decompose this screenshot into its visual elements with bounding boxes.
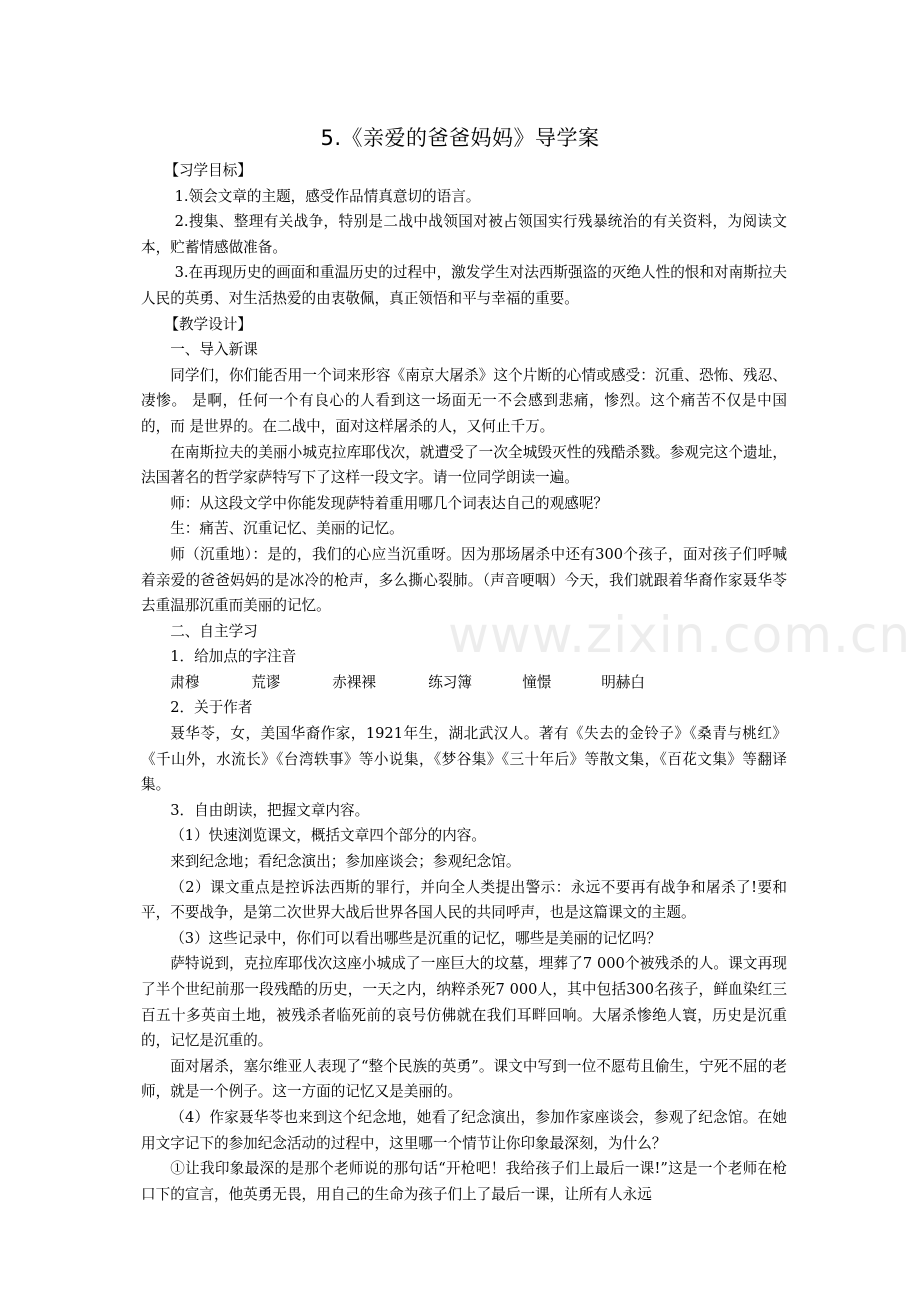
- vocab-word: 练习簿: [428, 673, 472, 691]
- task-heading: 2．关于作者: [170, 699, 253, 717]
- objective-3: 3.在再现历史的画面和重温历史的过程中，激发学生对法西斯强盗的灭绝人性的恨和对南斯拉夫人民的英勇、对生活热爱的由衷敬佩，真正领悟和平与幸福的重要。: [141, 264, 787, 307]
- paragraph: （1）快速浏览课文，概括文章四个部分的内容。: [170, 827, 486, 845]
- vocab-word: 肃穆: [170, 673, 200, 691]
- document-body: [141, 158, 787, 1207]
- objective-2: 2.搜集、整理有关战争，特别是二战中战领国对被占领国实行残暴统治的有关资料，为阅读文本，贮蓄情感做准备。: [141, 213, 787, 256]
- section-heading: 【习学目标】: [164, 162, 252, 179]
- paragraph: 聂华苓，女，美国华裔作家，1921年生，湖北武汉人。著有《失去的金铃子》《桑青与桃红》《千山外，水流长》《台湾轶事》等小说集，《梦谷集》《三十年后》等散文集，《百花文集》等翻译集。: [141, 725, 787, 794]
- paragraph: 师（沉重地）：是的，我们的心应当沉重呀。因为那场屠杀中还有300个孩子，面对孩子们呼喊着亲爱的爸爸妈妈的是冰冷的枪声，多么撕心裂肺。（声音哽咽）今天，我们就跟着华裔作家聂华苓去重温那沉重而美丽的记忆。: [141, 545, 787, 615]
- paragraph: （4）作家聂华苓也来到这个纪念地，她看了纪念演出，参加作家座谈会，参观了纪念馆。在她用文字记下的参加纪念活动的过程中，这里哪一个情节让你印象最深刻，为什么？: [141, 1108, 787, 1152]
- paragraph: （2）课文重点是控诉法西斯的罪行，并向全人类提出警示：永远不要再有战争和屠杀了!要和平，不要战争，是第二次世界大战后世界各国人民的共同呼声，也是这篇课文的主题。: [141, 878, 787, 922]
- paragraph: 同学们，你们能否用一个词来形容《南京大屠杀》这个片断的心情或感受：沉重、恐怖、残忍、凄惨。 是啊，任何一个有良心的人看到这一场面无一不会感到悲痛，惨烈。这个痛苦不仅是中国的，而 是世界的。在二战中，面对这样屠杀的人，又何止千万。: [141, 366, 787, 435]
- vocab-word: 荒谬: [251, 673, 281, 691]
- paragraph: 萨特说到，克拉库耶伐次这座小城成了一座巨大的坟墓，埋葬了7 000个被残杀的人。课文再现了半个世纪前那一段残酷的历史，一天之内，纳粹杀死7 000人，其中包括300名孩子，鲜血染红三百五十多英亩土地，被残杀者临死前的哀号仿佛就在我们耳畔回响。大屠杀惨绝人寰，历史是沉重的，记忆是沉重的。: [141, 955, 787, 1050]
- paragraph: ①让我印象最深的是那个老师说的那句话“开枪吧！我给孩子们上最后一课!”这是一个老师在枪口下的宣言，他英勇无畏，用自己的生命为孩子们上了最后一课，让所有人永远: [141, 1160, 787, 1203]
- section-heading: 【教学设计】: [164, 315, 252, 333]
- vocab-word: 憧憬: [522, 673, 552, 691]
- paragraph: 面对屠杀，塞尔维亚人表现了“整个民族的英勇”。课文中写到一位不愿苟且偷生，宁死不屈的老师，就是一个例子。这一方面的记忆又是美丽的。: [141, 1057, 787, 1101]
- paragraph: 师：从这段文学中你能发现萨特着重用哪几个词表达自己的观感呢？: [170, 494, 609, 512]
- paragraph: 在南斯拉夫的美丽小城克拉库耶伐次，就遭受了一次全城毁灭性的残酷杀戮。参观完这个遗址， 法国著名的哲学家萨特写下了这样一段文字。请一位同学朗读一遍。: [141, 443, 787, 487]
- page-title: 5.《亲爱的爸爸妈妈》导学案: [320, 126, 600, 150]
- paragraph: 生：痛苦、沉重记忆、美丽的记忆。: [170, 520, 404, 538]
- vocab-word: 明赫白: [601, 673, 645, 691]
- paragraph: （3）这些记录中，你们可以看出哪些是沉重的记忆，哪些是美丽的记忆吗？: [170, 929, 662, 947]
- vocabulary-row: [141, 670, 787, 696]
- task-heading: 1．给加点的字注音: [170, 648, 297, 666]
- subsection-heading: 二、自主学习: [170, 622, 258, 640]
- vocab-word: 赤裸裸: [332, 673, 376, 691]
- paragraph: 来到纪念地；看纪念演出；参加座谈会；参观纪念馆。: [170, 853, 521, 871]
- task-heading: 3．自由朗读，把握文章内容。: [170, 801, 370, 819]
- watermark: www.zixin.com.cn: [448, 606, 912, 664]
- objective-1: 1.领会文章的主题，感受作品情真意切的语言。: [174, 187, 481, 205]
- subsection-heading: 一、导入新课: [170, 341, 258, 359]
